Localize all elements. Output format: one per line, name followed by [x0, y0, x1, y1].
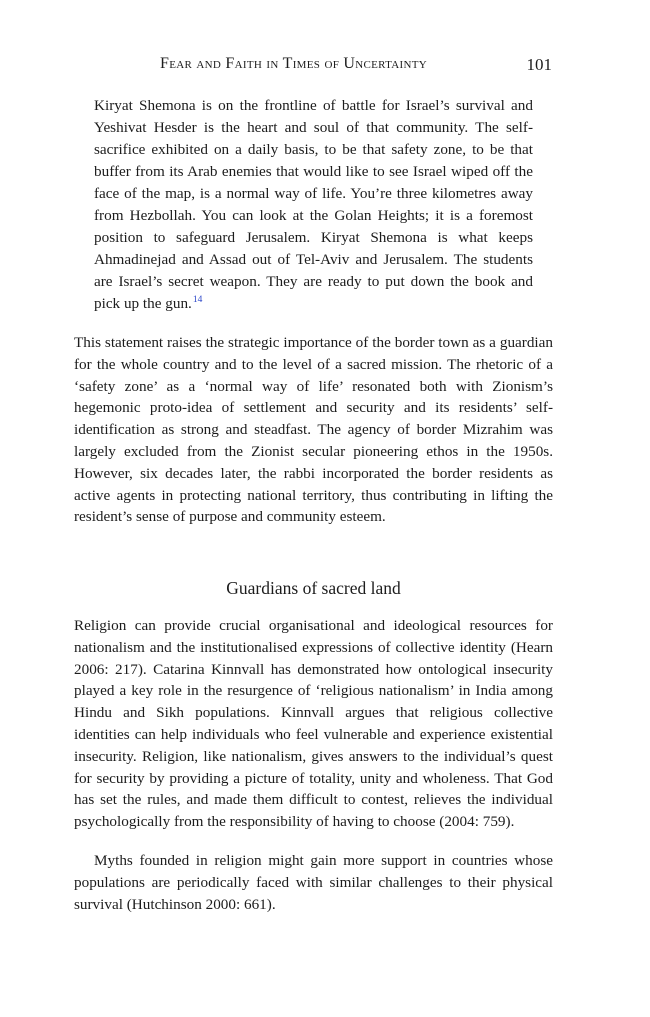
body-paragraph-1: This statement raises the strategic importance of the border town as a guardian for the whole country and to the level of a sacred mission. The rhetoric of a ‘safety zone’ as a ‘normal way of life’ resonated both with Zionism’s hegemonic proto-idea of settlement and security and its residents’ self-identification as strong and steadfast. The agency of border Mizrahim was largely excluded from the Zionist secular pioneering ethos in the 1950s. However, six decades later, the rabbi incorporated the border residents as active agents in protecting national territory, thus contributing in lifting the resident’s sense of purpose and community esteem.	[74, 334, 553, 526]
page-number: 101	[526, 55, 552, 74]
body-paragraph-2: Religion can provide crucial organisational and ideological resources for nationalism and the institutionalised expressions of collective identity (Hearn 2006: 217). Catarina Kinnvall has demonstrated how ontological insecurity played a key role in the resurgence of ‘religious nationalism’ in India among Hindu and Sikh populations. Kinnvall argues that religious collective identities can help individuals who feel vulnerable and experience existential insecurity. Religion, like nationalism, gives answers to the individual’s quest for security by providing a picture of totality, unity and wholeness. That God has set the rules, and made them difficult to contest, relieves the individual psychologically from the responsibility of having to choose (2004: 759).	[74, 617, 553, 831]
footnote-link[interactable]: 14	[192, 294, 203, 305]
running-head	[160, 55, 552, 77]
body-paragraph-3: Myths founded in religion might gain more support in countries whose populations are periodically faced with similar challenges to their physical survival (Hutchinson 2000: 661).	[74, 852, 553, 913]
section-heading: Guardians of sacred land	[226, 578, 401, 598]
block-quote-text: Kiryat Shemona is on the frontline of battle for Israel’s survival and Yeshivat Hesder is the heart and soul of that community. The self-sacrifice exhibited on a daily basis, to be that safety zone, to be that buffer from its Arab enemies that would like to see Israel wiped off the face of the map, is a normal way of life. You’re three kilometres away from Hezbollah. You can look at the Golan Heights; it is a foremost position to safeguard Jerusalem. Kiryat Shemona is what keeps Ahmadinejad and Assad out of Tel-Aviv and Jerusalem. The students are Israel’s secret weapon. They are ready to put down the book and pick up the gun.	[94, 97, 533, 312]
block-quote	[94, 95, 533, 315]
running-title: Fear and Faith in Times of Uncertainty	[160, 55, 428, 72]
